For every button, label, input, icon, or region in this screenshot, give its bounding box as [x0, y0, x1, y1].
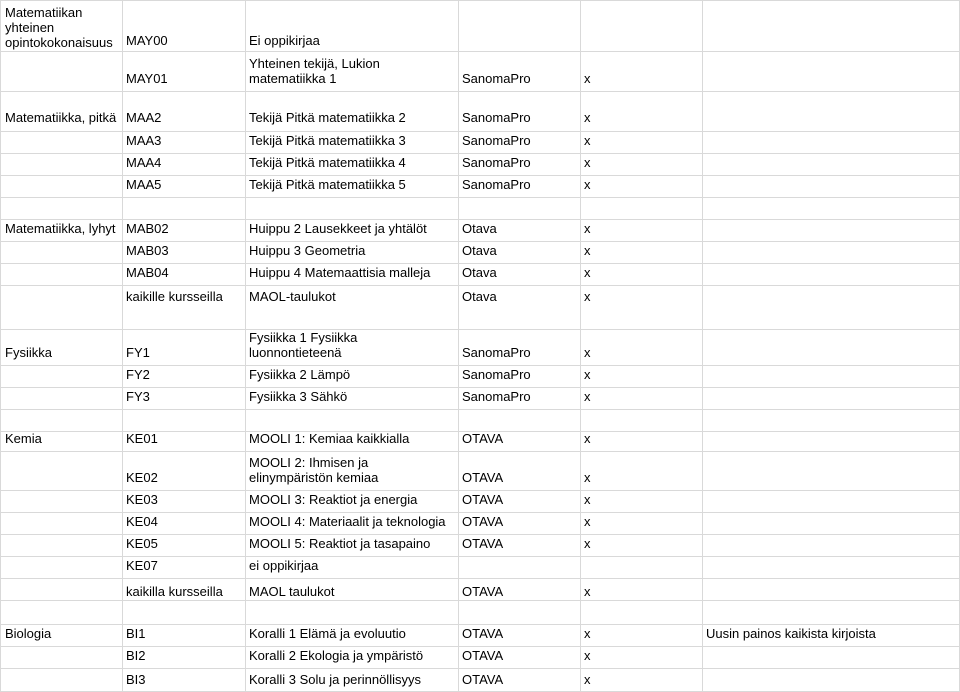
cell-code: MAY01 — [126, 71, 168, 86]
cell-subject: Matematiikan yhteinen opintokokonaisuus — [5, 5, 113, 50]
cell-subject: Kemia — [5, 431, 42, 446]
cell-mark: x — [584, 431, 591, 446]
cell-mark: x — [584, 289, 591, 304]
cell-subject: Fysiikka — [5, 345, 52, 360]
cell-book: Huippu 3 Geometria — [249, 243, 366, 258]
cell-publisher: OTAVA — [462, 536, 504, 551]
cell-code: MAA5 — [126, 177, 162, 192]
cell-book: ei oppikirjaa — [249, 558, 319, 573]
cell-code: MAA3 — [126, 133, 162, 148]
cell-book: MOOLI 2: Ihmisen ja elinympäristön kemiaa — [249, 455, 379, 485]
cell-book: MAOL-taulukot — [249, 289, 336, 304]
cell-mark: x — [584, 672, 591, 687]
cell-code: kaikilla kursseilla — [126, 584, 223, 599]
cell-book: Tekijä Pitkä matematiikka 5 — [249, 177, 406, 192]
cell-mark: x — [584, 265, 591, 280]
cell-mark: x — [584, 345, 591, 360]
cell-book: MOOLI 4: Materiaalit ja teknologia — [249, 514, 446, 529]
cell-book: Fysiikka 1 Fysiikka luonnontieteenä — [249, 330, 358, 360]
cell-book: MOOLI 1: Kemiaa kaikkialla — [249, 431, 410, 446]
cell-code: KE01 — [126, 431, 158, 446]
cell-mark: x — [584, 177, 591, 192]
cell-code: KE02 — [126, 470, 158, 485]
cell-mark: x — [584, 514, 591, 529]
cell-mark: x — [584, 648, 591, 663]
cell-code: MAY00 — [126, 33, 168, 48]
cell-mark: x — [584, 626, 591, 641]
cell-book: Fysiikka 3 Sähkö — [249, 389, 348, 404]
cell-mark: x — [584, 367, 591, 382]
cell-code: BI2 — [126, 648, 146, 663]
cell-code: FY3 — [126, 389, 150, 404]
cell-code: KE05 — [126, 536, 158, 551]
cell-publisher: OTAVA — [462, 514, 504, 529]
cell-book: Koralli 2 Ekologia ja ympäristö — [249, 648, 424, 663]
cell-mark: x — [584, 221, 591, 236]
cell-publisher: OTAVA — [462, 648, 504, 663]
cell-publisher: OTAVA — [462, 584, 504, 599]
cell-publisher: SanomaPro — [462, 71, 531, 86]
cell-subject: Matematiikka, pitkä — [5, 110, 117, 125]
cell-code: FY2 — [126, 367, 150, 382]
cell-code: MAB03 — [126, 243, 169, 258]
cell-publisher: Otava — [462, 221, 497, 236]
cell-mark: x — [584, 243, 591, 258]
cell-code: MAB02 — [126, 221, 169, 236]
cell-code: MAB04 — [126, 265, 169, 280]
cell-publisher: Otava — [462, 265, 497, 280]
cell-book: MOOLI 3: Reaktiot ja energia — [249, 492, 418, 507]
cell-publisher: OTAVA — [462, 626, 504, 641]
cell-code: BI1 — [126, 626, 146, 641]
cell-book: Huippu 4 Matemaattisia malleja — [249, 265, 431, 280]
cell-mark: x — [584, 492, 591, 507]
cell-book: Fysiikka 2 Lämpö — [249, 367, 351, 382]
cell-publisher: OTAVA — [462, 492, 504, 507]
cell-book: Koralli 3 Solu ja perinnöllisyys — [249, 672, 421, 687]
cell-book: MOOLI 5: Reaktiot ja tasapaino — [249, 536, 431, 551]
cell-publisher: SanomaPro — [462, 389, 531, 404]
cell-mark: x — [584, 155, 591, 170]
cell-publisher: SanomaPro — [462, 177, 531, 192]
cell-publisher: SanomaPro — [462, 110, 531, 125]
cell-mark: x — [584, 389, 591, 404]
cell-publisher: OTAVA — [462, 431, 504, 446]
cell-code: BI3 — [126, 672, 146, 687]
cell-subject: Matematiikka, lyhyt — [5, 221, 116, 236]
cell-book: MAOL taulukot — [249, 584, 335, 599]
cell-publisher: SanomaPro — [462, 133, 531, 148]
cell-mark: x — [584, 71, 591, 86]
cell-code: KE07 — [126, 558, 158, 573]
cell-mark: x — [584, 536, 591, 551]
cell-publisher: Otava — [462, 243, 497, 258]
cell-code: KE04 — [126, 514, 158, 529]
cell-book: Yhteinen tekijä, Lukion matematiikka 1 — [249, 56, 380, 86]
cell-mark: x — [584, 584, 591, 599]
cell-code: MAA4 — [126, 155, 162, 170]
cell-mark: x — [584, 133, 591, 148]
cell-mark: x — [584, 110, 591, 125]
cell-book: Tekijä Pitkä matematiikka 2 — [249, 110, 406, 125]
cell-code: kaikille kursseilla — [126, 289, 223, 304]
cell-publisher: SanomaPro — [462, 155, 531, 170]
cell-book: Ei oppikirjaa — [249, 33, 320, 48]
cell-code: FY1 — [126, 345, 150, 360]
cell-subject: Biologia — [5, 626, 52, 641]
cell-note: Uusin painos kaikista kirjoista — [706, 626, 876, 641]
cell-code: KE03 — [126, 492, 158, 507]
cell-book: Tekijä Pitkä matematiikka 3 — [249, 133, 406, 148]
cell-book: Tekijä Pitkä matematiikka 4 — [249, 155, 406, 170]
cell-publisher: OTAVA — [462, 470, 504, 485]
cell-mark: x — [584, 470, 591, 485]
cell-book: Huippu 2 Lausekkeet ja yhtälöt — [249, 221, 427, 236]
cell-publisher: SanomaPro — [462, 345, 531, 360]
cell-code: MAA2 — [126, 110, 162, 125]
cell-publisher: OTAVA — [462, 672, 504, 687]
cell-book: Koralli 1 Elämä ja evoluutio — [249, 626, 406, 641]
cell-publisher: Otava — [462, 289, 497, 304]
cell-publisher: SanomaPro — [462, 367, 531, 382]
